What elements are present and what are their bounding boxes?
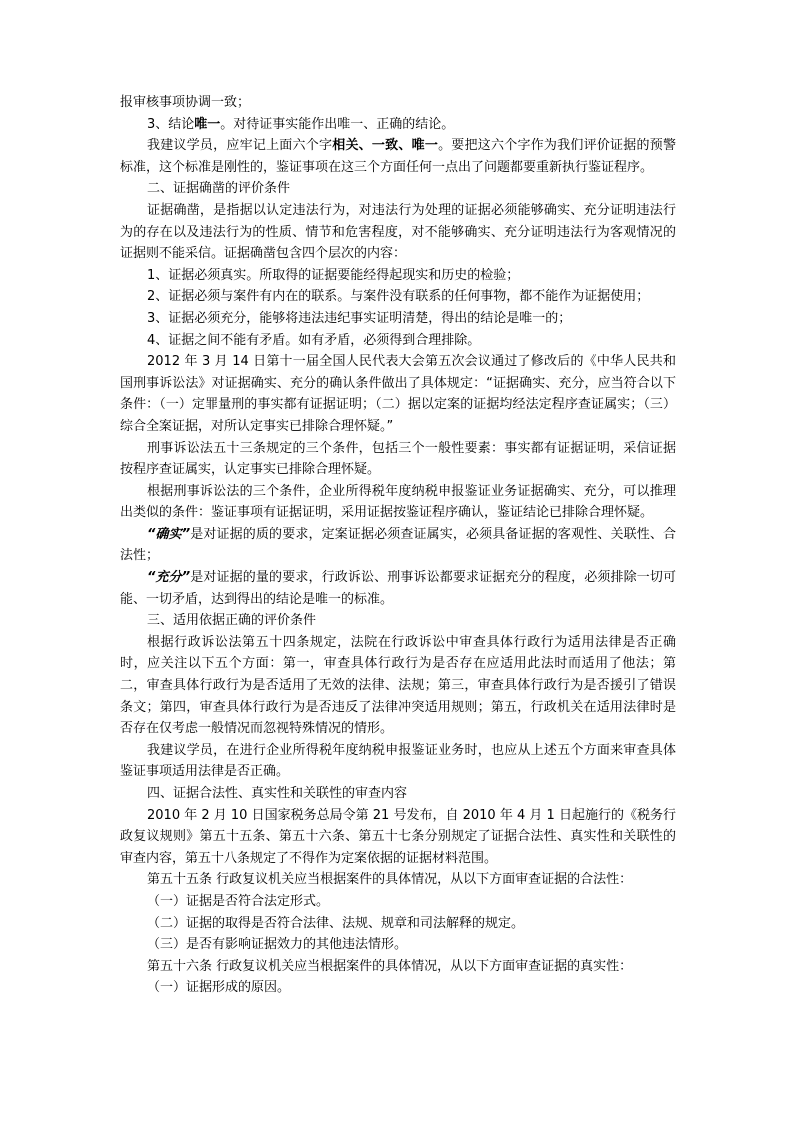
paragraph: 根据行政诉讼法第五十四条规定，法院在行政诉讼中审查具体行政行为适用法律是否正确时，应关注以下五个方面：第一，审查具体行政行为是否存在应适用此法时而适用了他法；第二，审查具体行政行为是否适用了无效的法律、法规；第三，审查具体行政行为是否援引了错误条文；第四，审查具体行政行为是否违反了法律冲突适用规则；第五，行政机关在适用法律时是否存在仅考虑一般情况而忽视特殊情况的情形。 — [120, 634, 676, 737]
list-item: 4、证据之间不能有矛盾。如有矛盾，必须得到合理排除。 — [147, 332, 481, 348]
text-run: 我建议学员，应牢记上面六个字 — [147, 138, 333, 154]
list-item: （二）证据的取得是否符合法律、法规、规章和司法解释的规定。 — [147, 915, 525, 931]
bold-text: 相关、一致、唯一 — [332, 138, 439, 154]
paragraph: 我建议学员，在进行企业所得税年度纳税申报鉴证业务时，也应从上述五个方面来审查具体鉴证事项适用法律是否正确。 — [120, 742, 676, 780]
paragraph — [120, 114, 676, 136]
list-item: （一）证据形成的原因。 — [147, 980, 291, 996]
text-run: 是对证据的量的要求，行政诉讼、刑事诉讼都要求证据充分的程度，必须排除一切可能、一切矛盾，达到得出的结论是唯一的标准。 — [120, 570, 676, 607]
list-item: 2、证据必须与案件有内在的联系。与案件没有联系的任何事物，都不能作为证据使用； — [147, 289, 650, 305]
paragraph: 第五十五条 行政复议机关应当根据案件的具体情况，从以下方面审查证据的合法性： — [147, 872, 633, 888]
list-item: （一）证据是否符合法定形式。 — [147, 893, 330, 909]
paragraph: 根据刑事诉讼法的三个条件，企业所得税年度纳税申报鉴证业务证据确实、充分，可以推理出类似的条件：鉴证事项有证据证明，采用证据按鉴证程序确认，鉴证结论已排除合理怀疑。 — [120, 483, 676, 521]
list-item: 3、证据必须充分，能够将违法违纪事实证明清楚，得出的结论是唯一的； — [147, 310, 572, 326]
bold-italic-text: “充分” — [147, 570, 191, 586]
paragraph: 2012 年 3 月 14 日第十一届全国人民代表大会第五次会议通过了修改后的《中华人民共和国刑事诉讼法》对证据确实、充分的确认条件做出了具体规定：“证据确实、充分，应当符合以下条件：（一）定罪量刑的事实都有证据证明；（二）据以定案的证据均经法定程序查证属实；（三）综合全案证据，对所认定事实已排除合理怀疑。” — [120, 354, 676, 434]
text-run: 。要把这六个字作为我们评价证据的预警标准，这个标准是刚性的，鉴证事项在这三个方面任何一点出了问题都要重新执行鉴证程序。 — [120, 138, 676, 175]
section-heading: 四、证据合法性、真实性和关联性的审查内容 — [147, 786, 408, 801]
bold-italic-text: “确实” — [147, 526, 191, 542]
paragraph — [120, 567, 676, 610]
paragraph: 第五十六条 行政复议机关应当根据案件的具体情况，从以下方面审查证据的真实性： — [147, 958, 633, 974]
text-run: 3、结论 — [147, 116, 195, 132]
text-run: 。对待证事实能作出唯一、正确的结论。 — [220, 116, 455, 132]
paragraph: 刑事诉讼法五十三条规定的三个条件，包括三个一般性要素：事实都有证据证明，采信证据按程序查证属实，认定事实已排除合理怀疑。 — [120, 440, 676, 478]
paragraph: 2010 年 2 月 10 日国家税务总局令第 21 号发布，自 2010 年 4 月 1 日起施行的《税务行政复议规则》第五十五条、第五十六条、第五十七条分别规定了证据合法性、真实性和关联性的审查内容，第五十八条规定了不得作为定案依据的证据材料范围。 — [120, 807, 676, 866]
document-body — [120, 92, 676, 999]
paragraph: 报审核事项协调一致； — [120, 95, 251, 110]
bold-text: 唯一 — [194, 116, 221, 132]
paragraph — [120, 135, 676, 178]
list-item: （三）是否有影响证据效力的其他违法情形。 — [147, 937, 408, 953]
section-heading: 二、证据确凿的评价条件 — [147, 181, 291, 197]
list-item: 1、证据必须真实。所取得的证据要能经得起现实和历史的检验； — [147, 267, 520, 283]
paragraph: 证据确凿，是指据以认定违法行为，对违法行为处理的证据必须能够确实、充分证明违法行为的存在以及违法行为的性质、情节和危害程度，对不能够确实、充分证明违法行为客观情况的证据则不能采信。证据确凿包含四个层次的内容： — [120, 202, 676, 262]
paragraph — [120, 524, 676, 567]
text-run: 是对证据的质的要求，定案证据必须查证属实，必须具备证据的客观性、关联性、合法性； — [120, 526, 676, 564]
section-heading: 三、适用依据正确的评价条件 — [147, 613, 317, 629]
